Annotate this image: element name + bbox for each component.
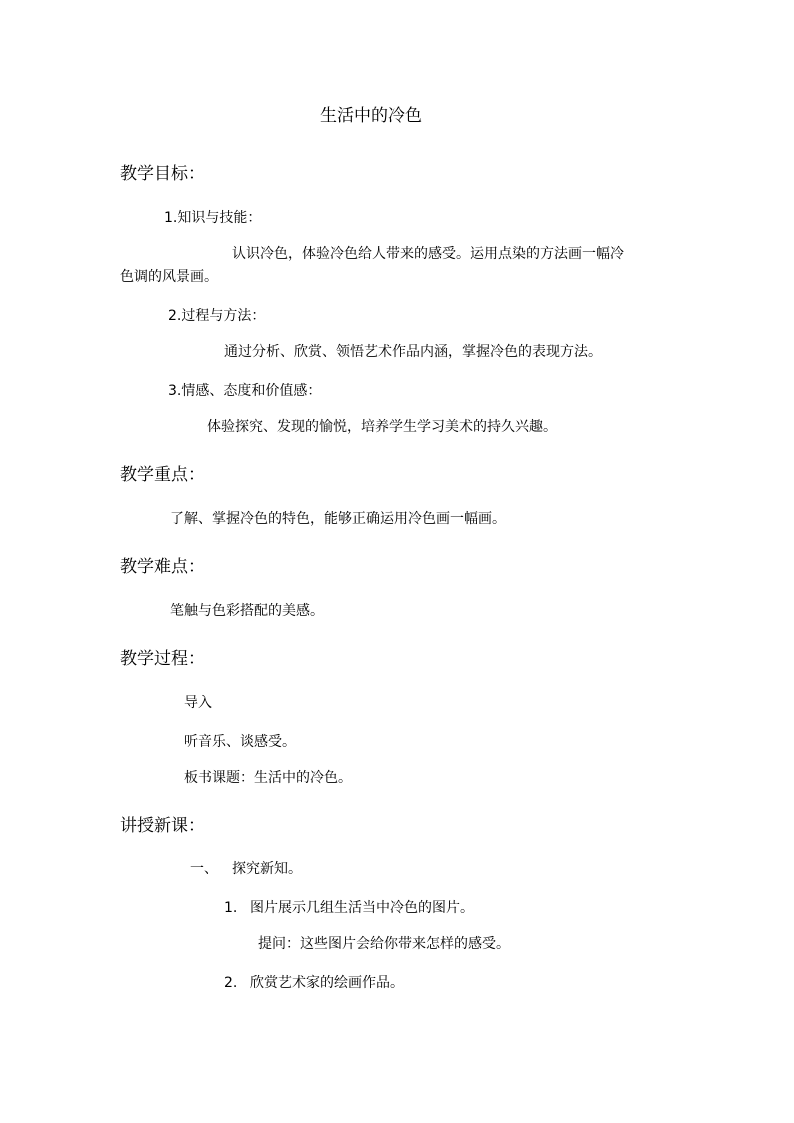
goals-item1-line1: 认识冷色，体验冷色给人带来的感受。运用点染的方法画一幅冷 <box>232 246 624 262</box>
goals-item1-label: 1.知识与技能： <box>164 210 262 226</box>
new-lesson-part1-text: 探究新知。 <box>232 861 302 877</box>
key-points-text: 了解、掌握冷色的特色，能够正确运用冷色画一幅画。 <box>170 511 506 527</box>
goals-item2-label: 2.过程与方法： <box>168 308 266 324</box>
process-heading: 教学过程： <box>120 649 205 669</box>
new-lesson-step1-text: 图片展示几组生活当中冷色的图片。 <box>250 900 474 916</box>
goals-item2-text: 通过分析、欣赏、领悟艺术作品内涵，掌握冷色的表现方法。 <box>224 344 602 360</box>
new-lesson-heading: 讲授新课： <box>120 816 205 836</box>
goals-item3-label: 3.情感、态度和价值感： <box>168 383 322 399</box>
new-lesson-part1-marker: 一、 <box>190 861 218 877</box>
process-line3: 板书课题：生活中的冷色。 <box>184 770 352 786</box>
new-lesson-step1-marker: 1. <box>224 900 238 916</box>
difficulties-heading: 教学难点： <box>120 557 205 577</box>
key-points-heading: 教学重点： <box>120 465 205 485</box>
page-title: 生活中的冷色 <box>320 106 422 126</box>
difficulties-text: 笔触与色彩搭配的美感。 <box>170 603 324 619</box>
new-lesson-step1-question: 提问：这些图片会给你带来怎样的感受。 <box>258 936 510 952</box>
new-lesson-step2-marker: 2. <box>224 975 238 991</box>
goals-item1-line2: 色调的风景画。 <box>120 269 218 285</box>
process-line1: 导入 <box>184 695 212 711</box>
goals-item3-text: 体验探究、发现的愉悦，培养学生学习美术的持久兴趣。 <box>207 419 557 435</box>
goals-heading: 教学目标： <box>120 164 205 184</box>
process-line2: 听音乐、谈感受。 <box>184 734 296 750</box>
new-lesson-step2-text: 欣赏艺术家的绘画作品。 <box>250 975 404 991</box>
